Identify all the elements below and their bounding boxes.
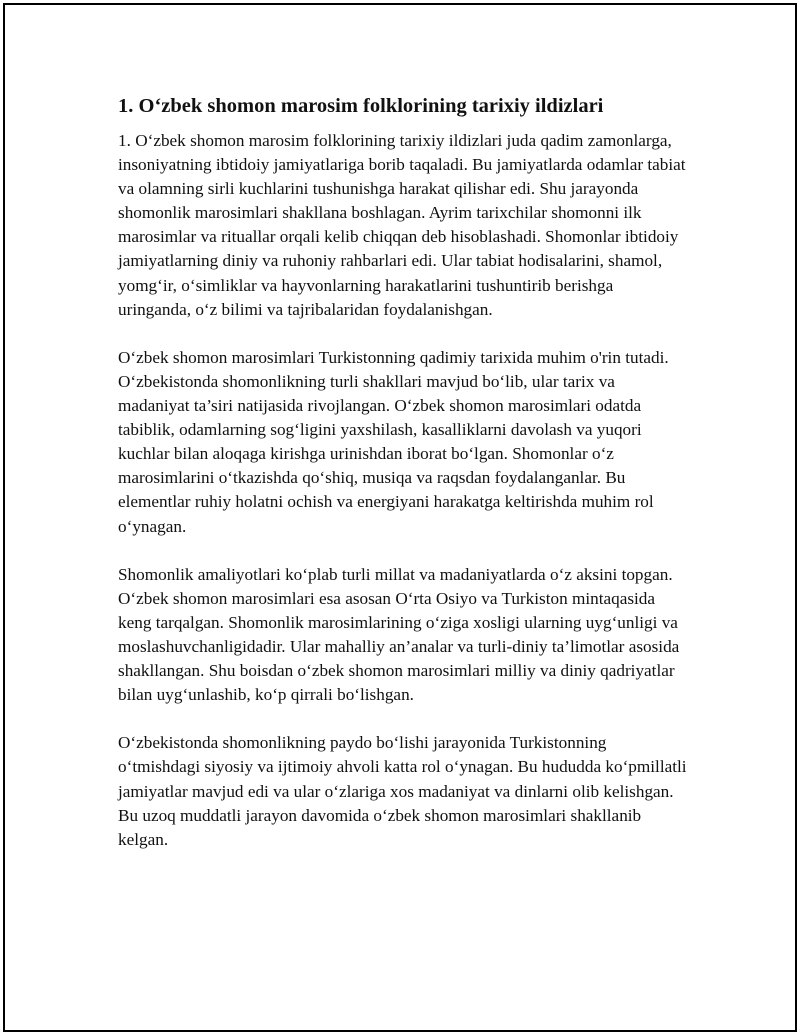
document-body bbox=[118, 92, 688, 876]
paragraph-2: O‘zbek shomon marosimlari Turkistonning qadimiy tarixida muhim o'rin tutadi. O‘zbekistonda shomonlikning turli shakllari mavjud bo‘lib, ular tarix va madaniyat ta’siri natijasida rivojlangan. O‘zbek shomon marosimlari odatda tabiblik, odamlarning sog‘ligini yaxshilash, kasalliklarni davolash va yuqori kuchlar bilan aloqaga kirishga urinishdan iborat bo‘lgan. Shomonlar o‘z marosimlarini o‘tkazishda qo‘shiq, musiqa va raqsdan foydalanganlar. Bu elementlar ruhiy holatni ochish va energiyani harakatga keltirishda muhim rol o‘ynagan. bbox=[118, 347, 669, 536]
paragraph-3: Shomonlik amaliyotlari ko‘plab turli millat va madaniyatlarda o‘z aksini topgan. O‘zbek shomon marosimlari esa asosan O‘rta Osiyo va Turkiston mintaqasida keng tarqalgan. Shomonlik marosimlarining o‘ziga xosligi ularning uyg‘unligi va moslashuvchanligidadir. Ular mahalliy an’analar va turli-diniy ta’limotlar asosida shakllangan. Shu boisdan o‘zbek shomon marosimlari milliy va diniy qadriyatlar bilan uyg‘unlashib, ko‘p qirrali bo‘lishgan. bbox=[118, 564, 680, 705]
paragraph-4: O‘zbekistonda shomonlikning paydo bo‘lishi jarayonida Turkistonning o‘tmishdagi siyosiy va ijtimoiy ahvoli katta rol o‘ynagan. Bu hududda ko‘pmillatli jamiyatlar mavjud edi va ular o‘zlariga xos madaniyat va dinlarni olib kelishgan. Bu uzoq muddatli jarayon davomida o‘zbek shomon marosimlari shakllanib kelgan. bbox=[118, 733, 687, 849]
paragraph-1: 1. O‘zbek shomon marosim folklorining tarixiy ildizlari juda qadim zamonlarga, insoniyatning ibtidoiy jamiyatlariga borib taqaladi. Bu jamiyatlarda odamlar tabiat va olamning sirli kuchlarini tushunishga harakat qilishar edi. Shu jarayonda shomonlik marosimlari shakllana boshlagan. Ayrim tarixchilar shomonni ilk marosimlar va rituallar orqali kelib chiqqan deb hisoblashadi. Shomonlar ibtidoiy jamiyatlarning diniy va ruhoniy rahbarlari edi. Ular tabiat hodisalarini, shamol, yomg‘ir, o‘simliklar va hayvonlarning harakatlarini tushuntirib berishga uringanda, o‘z bilimi va tajribalaridan foydalanishgan. bbox=[118, 131, 686, 319]
document-title: 1. O‘zbek shomon marosim folklorining tarixiy ildizlari bbox=[118, 95, 604, 117]
